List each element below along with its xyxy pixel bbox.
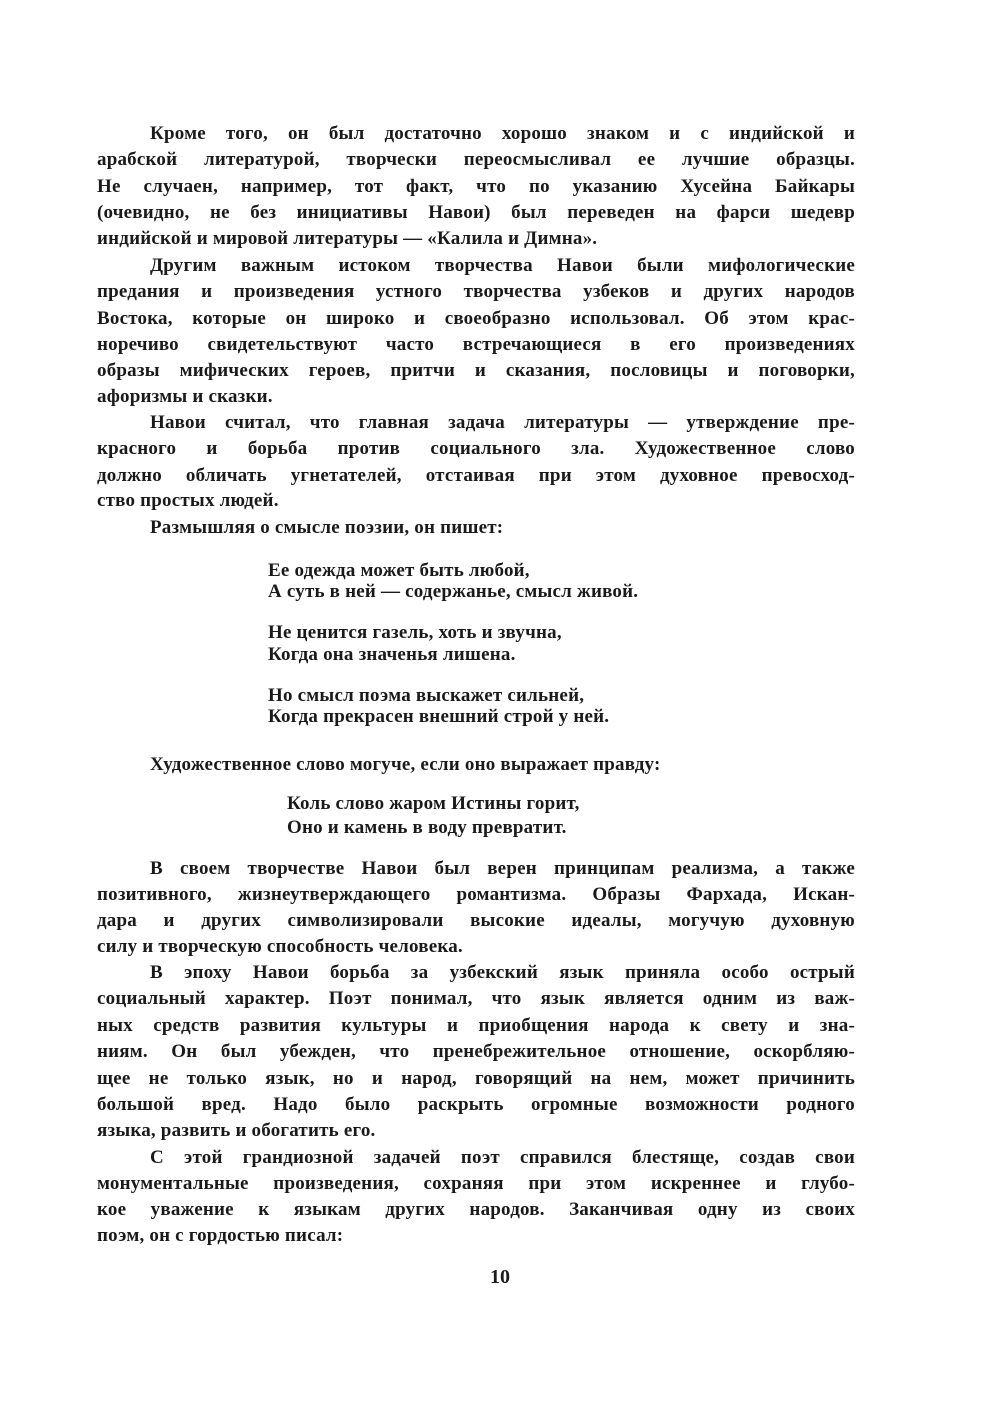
text-line: языка, развить и обогатить его. <box>97 1120 376 1141</box>
text-line: Востока, которые он широко и своеобразно использовал. Об этом крас- <box>97 308 855 329</box>
text-line: предания и произведения устного творчества узбеков и других народов <box>97 281 855 302</box>
text-line: щее не только язык, но и народ, говорящий на нем, может причинить <box>97 1068 855 1089</box>
verse-line: Не ценится газель, хоть и звучна, <box>268 622 562 643</box>
text-line: Размышляя о смысле поэзии, он пишет: <box>150 517 504 538</box>
text-line: В своем творчестве Навои был верен принципам реализма, а также <box>150 858 855 879</box>
text-line: кое уважение к языкам других народов. Заканчивая одну из своих <box>97 1199 855 1220</box>
verse-line: Когда она значенья лишена. <box>268 644 516 665</box>
verse-line: Когда прекрасен внешний строй у ней. <box>268 706 610 727</box>
text-line: социальный характер. Поэт понимал, что язык является одним из важ- <box>97 988 855 1009</box>
text-line: Навои считал, что главная задача литературы — утверждение пре- <box>150 412 855 433</box>
text-line: индийской и мировой литературы — «Калила и Димна». <box>97 228 598 249</box>
text-line: поэм, он с гордостью писал: <box>97 1225 344 1246</box>
text-line: Не случаен, например, тот факт, что по указанию Хусейна Байкары <box>97 176 855 197</box>
text-line: арабской литературой, творчески переосмысливал ее лучшие образцы. <box>97 149 855 170</box>
verse-line: Ее одежда может быть любой, <box>268 560 530 581</box>
verse-line: Но смысл поэма выскажет сильней, <box>268 685 585 706</box>
text-line: С этой грандиозной задачей поэт справился блестяще, создав свои <box>150 1147 855 1168</box>
text-line: позитивного, жизнеутверждающего романтизма. Образы Фархада, Искан- <box>97 884 855 905</box>
text-line: монументальные произведения, сохраняя при этом искреннее и глубо- <box>97 1173 855 1194</box>
text-line: Кроме того, он был достаточно хорошо знаком и с индийской и <box>150 123 855 144</box>
text-line: дара и других символизировали высокие идеалы, могучую духовную <box>97 910 855 931</box>
text-line: силу и творческую способность человека. <box>97 936 463 957</box>
text-line: должно обличать угнетателей, отстаивая при этом духовное превосход- <box>97 465 855 486</box>
verse-line: Оно и камень в воду превратит. <box>287 817 567 838</box>
text-line: афоризмы и сказки. <box>97 386 273 407</box>
text-line: Художественное слово могуче, если оно выражает правду: <box>150 754 661 775</box>
text-line: красного и борьба против социального зла. Художественное слово <box>97 438 855 459</box>
text-line: (очевидно, не без инициативы Навои) был переведен на фарси шедевр <box>97 202 855 223</box>
page-number: 10 <box>490 1266 510 1288</box>
text-line: норечиво свидетельствуют часто встречающиеся в его произведениях <box>97 334 855 355</box>
verse-line: Коль слово жаром Истины горит, <box>287 793 580 814</box>
text-line: ство простых людей. <box>97 490 279 511</box>
text-line: большой вред. Надо было раскрыть огромные возможности родного <box>97 1094 855 1115</box>
text-line: Другим важным истоком творчества Навои были мифологические <box>150 255 855 276</box>
text-line: ных средств развития культуры и приобщения народа к свету и зна- <box>97 1015 855 1036</box>
text-line: образы мифических героев, притчи и сказания, пословицы и поговорки, <box>97 360 855 381</box>
text-line: В эпоху Навои борьба за узбекский язык приняла особо острый <box>150 962 855 983</box>
verse-line: А суть в ней — содержанье, смысл живой. <box>268 581 639 602</box>
text-line: ниям. Он был убежден, что пренебрежительное отношение, оскорбляю- <box>97 1041 855 1062</box>
